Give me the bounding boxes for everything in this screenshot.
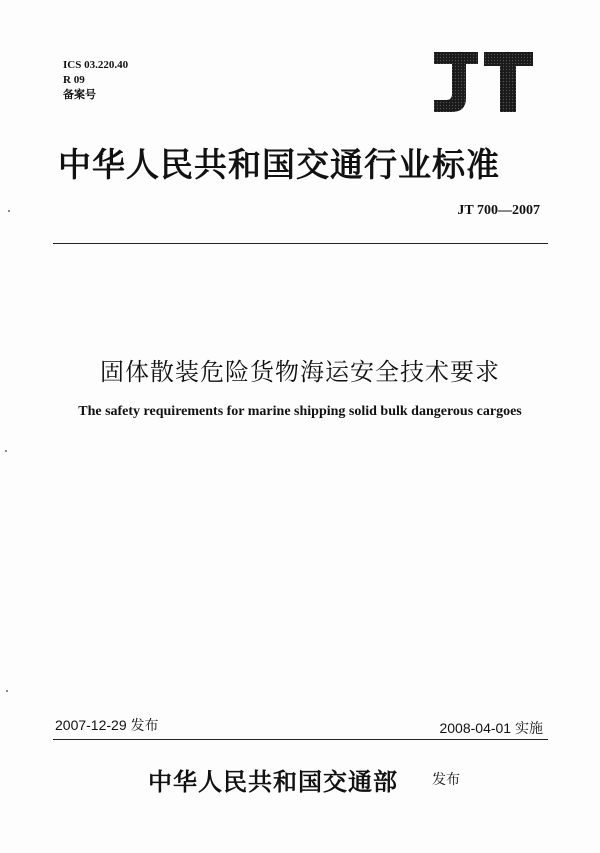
- implementation-date: 2008-04-01 实施: [439, 720, 543, 736]
- scan-speck: [8, 210, 10, 212]
- standard-type-heading: 中华人民共和国交通行业标准: [58, 145, 500, 184]
- publish-label: 发布: [432, 772, 460, 788]
- scan-speck: [6, 690, 8, 692]
- ics-code: ICS 03.220.40: [63, 59, 129, 71]
- record-number-label: 备案号: [63, 89, 96, 101]
- publisher-name: 中华人民共和国交通部: [148, 767, 398, 796]
- issue-date: 2007-12-29 发布: [55, 717, 159, 733]
- footer-divider: [53, 739, 548, 740]
- standard-number: JT 700—2007: [457, 203, 540, 218]
- classification-block: [63, 58, 128, 103]
- document-title-english: The safety requirements for marine shipping solid bulk dangerous cargoes: [78, 404, 522, 419]
- document-title-chinese: 固体散装危险货物海运安全技术要求: [100, 358, 500, 386]
- ccs-code: R 09: [63, 74, 85, 86]
- header-divider: [53, 243, 548, 244]
- scan-speck: [5, 450, 7, 452]
- jt-logo: [430, 50, 535, 114]
